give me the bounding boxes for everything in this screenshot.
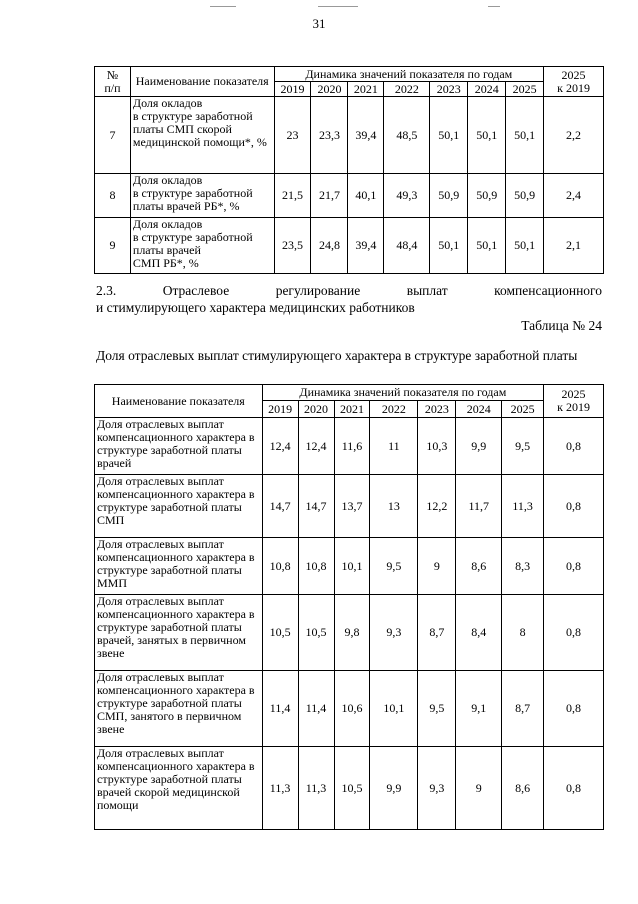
row-value: 50,1 bbox=[430, 218, 468, 274]
row-name: Доля окладов в структуре заработной платы врачей РБ*, % bbox=[130, 174, 274, 218]
row-diff: 0,8 bbox=[544, 475, 604, 538]
header-year: 2021 bbox=[334, 401, 370, 418]
row-value: 9,8 bbox=[334, 595, 370, 671]
row-value: 10,5 bbox=[334, 747, 370, 830]
row-value: 50,1 bbox=[468, 218, 506, 274]
table-row bbox=[95, 671, 604, 747]
header-year: 2022 bbox=[370, 401, 418, 418]
row-value: 9 bbox=[418, 538, 456, 595]
row-value: 8,7 bbox=[418, 595, 456, 671]
table-row bbox=[95, 538, 604, 595]
row-value: 10,6 bbox=[334, 671, 370, 747]
header-name: Наименование показателя bbox=[130, 67, 274, 97]
row-value: 9,5 bbox=[370, 538, 418, 595]
header-year: 2023 bbox=[418, 401, 456, 418]
row-name: Доля отраслевых выплат компенсационного характера в структуре заработной платы врачей скорой медицинской помощи bbox=[95, 747, 263, 830]
section-word: выплат bbox=[406, 283, 448, 298]
table-row bbox=[95, 97, 604, 174]
header-year: 2020 bbox=[298, 401, 334, 418]
row-value: 13 bbox=[370, 475, 418, 538]
row-value: 10,8 bbox=[298, 538, 334, 595]
table-1 bbox=[94, 66, 604, 274]
row-value: 10,3 bbox=[418, 418, 456, 475]
row-diff: 0,8 bbox=[544, 747, 604, 830]
row-value: 11,3 bbox=[298, 747, 334, 830]
row-name: Доля отраслевых выплат компенсационного характера в структуре заработной платы СМП bbox=[95, 475, 263, 538]
row-value: 8,6 bbox=[502, 747, 544, 830]
page-number: 31 bbox=[312, 16, 326, 31]
header-year: 2021 bbox=[348, 82, 384, 97]
row-value: 11,4 bbox=[298, 671, 334, 747]
row-diff: 2,2 bbox=[544, 97, 604, 174]
header-diff: 2025 к 2019 bbox=[544, 385, 604, 418]
row-value: 10,1 bbox=[370, 671, 418, 747]
row-value: 10,5 bbox=[262, 595, 298, 671]
row-value: 9 bbox=[456, 747, 502, 830]
row-value: 10,1 bbox=[334, 538, 370, 595]
row-name: Доля окладов в структуре заработной платы врачей СМП РБ*, % bbox=[130, 218, 274, 274]
row-value: 50,1 bbox=[506, 97, 544, 174]
table-2 bbox=[94, 384, 604, 830]
row-name: Доля отраслевых выплат компенсационного характера в структуре заработной платы ММП bbox=[95, 538, 263, 595]
header-name: Наименование показателя bbox=[95, 385, 263, 418]
row-value: 14,7 bbox=[298, 475, 334, 538]
row-value: 24,8 bbox=[311, 218, 348, 274]
row-value: 23,5 bbox=[274, 218, 311, 274]
row-value: 9,3 bbox=[370, 595, 418, 671]
row-value: 39,4 bbox=[348, 218, 384, 274]
row-value: 48,4 bbox=[384, 218, 430, 274]
row-name: Доля отраслевых выплат компенсационного характера в структуре заработной платы СМП, занятого в первичном звене bbox=[95, 671, 263, 747]
section-line-2: и стимулирующего характера медицинских работников bbox=[96, 300, 415, 315]
header-year: 2022 bbox=[384, 82, 430, 97]
row-value: 12,2 bbox=[418, 475, 456, 538]
table-row bbox=[95, 174, 604, 218]
row-value: 50,9 bbox=[506, 174, 544, 218]
row-diff: 2,4 bbox=[544, 174, 604, 218]
section-word: Отраслевое bbox=[162, 283, 230, 298]
header-dynamics: Динамика значений показателя по годам bbox=[262, 385, 544, 401]
row-value: 11,7 bbox=[456, 475, 502, 538]
header-year: 2024 bbox=[468, 82, 506, 97]
header-year: 2025 bbox=[502, 401, 544, 418]
row-value: 12,4 bbox=[298, 418, 334, 475]
row-name: Доля отраслевых выплат компенсационного характера в структуре заработной платы врачей, занятых в первичном звене bbox=[95, 595, 263, 671]
row-diff: 2,1 bbox=[544, 218, 604, 274]
row-number: 7 bbox=[95, 97, 131, 174]
row-value: 50,1 bbox=[506, 218, 544, 274]
row-value: 11,6 bbox=[334, 418, 370, 475]
header-year: 2025 bbox=[506, 82, 544, 97]
row-value: 10,8 bbox=[262, 538, 298, 595]
row-value: 9,9 bbox=[456, 418, 502, 475]
row-value: 50,9 bbox=[468, 174, 506, 218]
row-value: 49,3 bbox=[384, 174, 430, 218]
row-value: 11 bbox=[370, 418, 418, 475]
table-row bbox=[95, 418, 604, 475]
row-value: 50,1 bbox=[468, 97, 506, 174]
row-value: 23 bbox=[274, 97, 311, 174]
row-diff: 0,8 bbox=[544, 538, 604, 595]
row-number: 8 bbox=[95, 174, 131, 218]
row-diff: 0,8 bbox=[544, 418, 604, 475]
row-value: 8,7 bbox=[502, 671, 544, 747]
row-value: 21,5 bbox=[274, 174, 311, 218]
row-value: 39,4 bbox=[348, 97, 384, 174]
row-value: 23,3 bbox=[311, 97, 348, 174]
row-value: 40,1 bbox=[348, 174, 384, 218]
section-heading bbox=[96, 282, 602, 316]
row-value: 11,4 bbox=[262, 671, 298, 747]
header-year: 2020 bbox=[311, 82, 348, 97]
row-diff: 0,8 bbox=[544, 671, 604, 747]
row-value: 9,9 bbox=[370, 747, 418, 830]
table-row bbox=[95, 475, 604, 538]
row-value: 9,5 bbox=[418, 671, 456, 747]
row-name: Доля отраслевых выплат компенсационного характера в структуре заработной платы врачей bbox=[95, 418, 263, 475]
header-diff: 2025 к 2019 bbox=[544, 67, 604, 97]
row-value: 8 bbox=[502, 595, 544, 671]
table-row bbox=[95, 595, 604, 671]
row-diff: 0,8 bbox=[544, 595, 604, 671]
table-label: Таблица № 24 bbox=[521, 318, 602, 333]
section-word: 2.3. bbox=[96, 283, 117, 298]
row-value: 8,4 bbox=[456, 595, 502, 671]
row-value: 11,3 bbox=[262, 747, 298, 830]
row-value: 9,5 bbox=[502, 418, 544, 475]
row-value: 9,3 bbox=[418, 747, 456, 830]
top-marks bbox=[0, 4, 638, 10]
row-value: 9,1 bbox=[456, 671, 502, 747]
row-value: 11,3 bbox=[502, 475, 544, 538]
row-value: 12,4 bbox=[262, 418, 298, 475]
header-year: 2019 bbox=[274, 82, 311, 97]
table-row bbox=[95, 747, 604, 830]
row-value: 10,5 bbox=[298, 595, 334, 671]
table-row bbox=[95, 218, 604, 274]
header-year: 2023 bbox=[430, 82, 468, 97]
header-year: 2024 bbox=[456, 401, 502, 418]
table-title: Доля отраслевых выплат стимулирующего характера в структуре заработной платы bbox=[96, 348, 578, 363]
section-word: регулирование bbox=[275, 283, 361, 298]
row-value: 48,5 bbox=[384, 97, 430, 174]
row-value: 13,7 bbox=[334, 475, 370, 538]
row-value: 8,6 bbox=[456, 538, 502, 595]
row-value: 8,3 bbox=[502, 538, 544, 595]
row-value: 50,1 bbox=[430, 97, 468, 174]
header-year: 2019 bbox=[262, 401, 298, 418]
row-value: 14,7 bbox=[262, 475, 298, 538]
header-no: № п/п bbox=[95, 67, 131, 97]
row-value: 50,9 bbox=[430, 174, 468, 218]
section-word: компенсационного bbox=[494, 283, 602, 298]
row-number: 9 bbox=[95, 218, 131, 274]
header-dynamics: Динамика значений показателя по годам bbox=[274, 67, 544, 82]
row-name: Доля окладов в структуре заработной платы СМП скорой медицинской помощи*, % bbox=[130, 97, 274, 174]
row-value: 21,7 bbox=[311, 174, 348, 218]
